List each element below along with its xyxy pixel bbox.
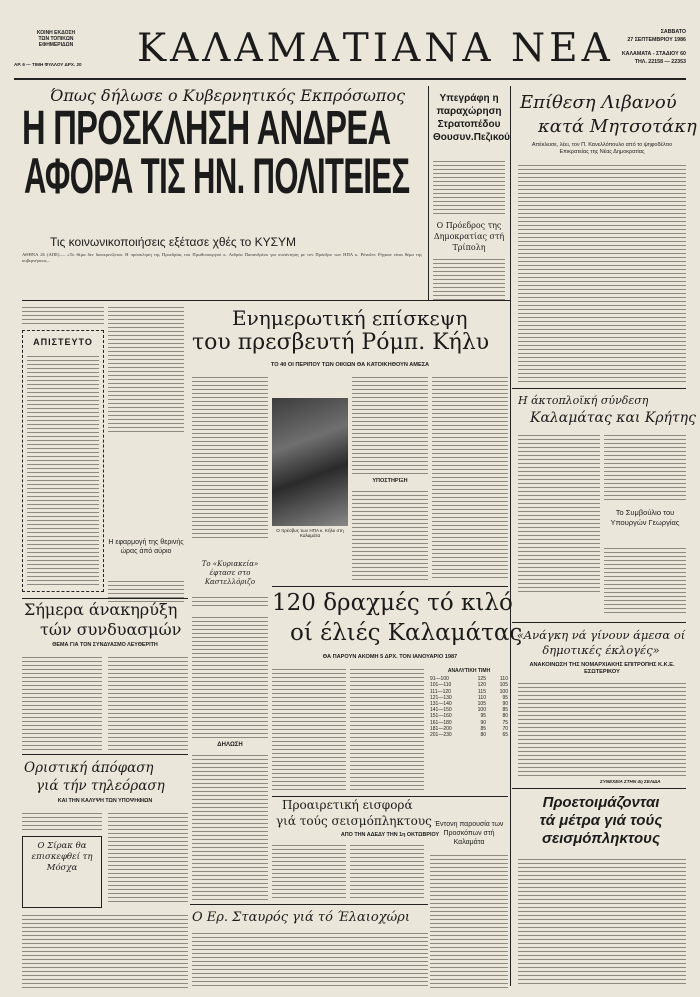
contribution-headline-1: Προαιρετική εισφορά: [282, 798, 413, 812]
date-block: [592, 28, 686, 66]
right-story-body: [518, 162, 686, 384]
ambassador-col-1: [192, 374, 268, 538]
olives-table-cell: 65: [502, 732, 508, 739]
olives-table-rows: [430, 676, 508, 738]
unions-subhead: ΘΕΜΑ ΓΙΑ ΤΟΝ ΣΥΝΔΥΑΣΜΟ ΛΕΥΘΕΡΙΤΗ: [52, 642, 158, 648]
quake-body: [518, 856, 686, 986]
decision-headline-2: γιά τήν τηλεόραση: [36, 778, 165, 794]
olives-table-cell: 75: [502, 719, 508, 726]
lead-headline-1: Η ΠΡΟΣΚΛΗΣΗ ΑΝΔΡΕΑ: [22, 104, 391, 155]
contribution-body: [272, 842, 346, 900]
kyriakeia-body: [192, 594, 268, 606]
ferry-body-2: [604, 432, 686, 502]
olives-table-cell: 101—110: [430, 682, 452, 689]
olives-headline-1: 120 δραχμές τό κιλό: [272, 590, 513, 616]
olives-table-cell: 100: [477, 707, 486, 714]
olives-table-cell: 125: [477, 676, 486, 683]
olives-table-cell: 110: [478, 694, 486, 701]
olives-table-cell: 95: [480, 713, 486, 720]
olives-table-cell: 115: [478, 688, 486, 695]
ambassador-col-3b: [352, 488, 428, 580]
contribution-headline-2: γιά τούς σεισμόπληκτους: [276, 814, 432, 828]
sirak-headline: Ο Σίρακ θα επισκεφθεί τη Μόσχα: [31, 841, 93, 873]
sirak-box: [22, 836, 102, 908]
column-rule: [510, 86, 511, 986]
contribution-body-2: [350, 842, 424, 900]
council-box: Το Συμβούλιο του Υπουργών Γεωργίας: [610, 508, 680, 527]
olives-table-cell: 100: [499, 688, 508, 695]
photo-caption: Ο πρέσβυς των ΗΠΑ κ. Κήλυ στη Καλαμάτα: [276, 528, 344, 538]
side-story-body: [433, 158, 505, 214]
section-rule: [512, 788, 686, 789]
right-headline-1: Επίθεση Λιβανού: [520, 92, 677, 113]
right-headline-2: κατά Μητσοτάκη: [538, 116, 697, 137]
olives-table-cell: 121—130: [430, 694, 452, 701]
date: 27 ΣΕΠΤΕΜΒΡΙΟΥ 1986: [627, 37, 686, 43]
olives-table-row: [430, 732, 508, 738]
section-rule: [22, 300, 510, 301]
olives-table-cell: 95: [502, 694, 508, 701]
section-rule: [512, 622, 686, 623]
olives-table-cell: 85: [502, 707, 508, 714]
olives-table-cell: 141—150: [430, 707, 452, 714]
masthead: [14, 28, 686, 74]
section-rule: [272, 796, 508, 797]
apisteuto-body: [27, 353, 99, 587]
apisteuto-box: [22, 330, 104, 592]
day: ΣΑΒΒΑΤΟ: [660, 29, 686, 35]
side-story-headline: Υπεγράφη η παραχώρηση Στρατοπέδου Θουσυν.Πεζικού: [433, 93, 510, 143]
olives-table-cell: 70: [502, 725, 508, 732]
ambassador-headline-2: του πρεσβευτή Ρόμπ. Κήλυ: [192, 330, 490, 355]
olives-table-cell: 90: [502, 701, 508, 708]
ambassador-caption: ΥΠΟΣΤΗΡΙΞΗ: [372, 478, 408, 484]
side-story-quote: Ο Πρόεδρος της Δημοκρατίας στή Τρίπολη: [433, 221, 505, 252]
olives-table: [430, 668, 508, 738]
olives-table-cell: 80: [480, 732, 486, 739]
ambassador-subhead: ΤΟ 40 ΟΙ ΠΕΡΙΠΟΥ ΤΩΝ ΟΙΚΙΩΝ ΘΑ ΚΑΤΟΙΚΗΘΟΥΝ ΑΜΕΣΑ: [270, 362, 430, 368]
quake-headline: Προετοιμάζονται τά μέτρα γιά τούς σεισμόπληκτους: [539, 794, 663, 847]
unions-body-2: [108, 654, 188, 750]
decision-body: [108, 810, 188, 902]
unions-headline-2: τών συνδυασμών: [40, 620, 182, 639]
ambassador-photo: [272, 398, 348, 526]
statement-body: [192, 752, 268, 902]
olives-table-cell: 105: [499, 682, 508, 689]
olives-table-cell: 111—120: [430, 688, 451, 695]
section-rule: [272, 586, 508, 587]
ambassador-headline-1: Ενημερωτική επίσκεψη: [232, 306, 468, 330]
ferry-body: [518, 432, 600, 594]
phone: ΤΗΛ. 22158 — 22353: [634, 59, 686, 65]
olives-table-cell: 120: [477, 682, 486, 689]
olives-table-cell: 110: [500, 676, 508, 683]
olives-table-cell: 161—180: [430, 719, 452, 726]
kyriakeia-box: Το «Κυριακεία» έφτασε στο Καστελλόριζο: [201, 560, 259, 586]
section-rule: [22, 598, 188, 599]
olives-table-cell: 80: [502, 713, 508, 720]
olives-table-cell: 151—160: [430, 713, 452, 720]
address: ΚΑΛΑΜΑΤΑ - ΣΤΑΔΙΟΥ 60: [621, 51, 686, 57]
eterni-body: [430, 852, 508, 988]
elections-body: [518, 680, 686, 776]
ferry-headline-2: Καλαμάτας και Κρήτης: [530, 410, 696, 426]
right-subhead: Απέκλεισε, λέει, τον Π. Κανελλόπουλο από το ψηφοδέλτιο Επικρατείας της Νέας Δημοκρατίας: [531, 142, 673, 155]
lead-subhead: Τις κοινωνικοποιήσεις εξέτασε χθές το ΚΥΣΥΜ: [50, 235, 297, 249]
column-rule: [428, 86, 429, 301]
olives-subhead: ΘΑ ΠΑΡΟΥΝ ΑΚΟΜΗ 5 ΔΡΧ. ΤΟΝ ΙΑΝΟΥΑΡΙΟ 1987: [322, 654, 458, 660]
cross-body-2: [192, 930, 428, 988]
olives-table-cell: 91—100: [430, 676, 449, 683]
olives-table-cell: 105: [477, 701, 486, 708]
olives-col-2: [350, 666, 424, 790]
lead-body-col-1: [22, 304, 104, 326]
decision-headline-1: Οριστική άπόφαση: [24, 760, 154, 776]
olives-table-cell: 201—230: [430, 732, 452, 739]
olives-table-cell: 90: [480, 719, 486, 726]
olives-table-cell: 131—140: [430, 701, 452, 708]
eterni-box: Έντονη παρουσία των Προσκόπων στή Καλαμάτα: [434, 821, 504, 846]
masthead-rule: [14, 78, 686, 80]
olives-table-title: ΑΝΑΛΥΤΙΚΗ ΤΙΜΗ: [447, 668, 491, 674]
issue-number: ΑΡ. 6 — ΤΙΜΗ ΦΥΛΛΟΥ ΔΡΧ. 20: [14, 62, 82, 67]
statement-title: ΔΗΛΩΣΗ: [217, 742, 243, 748]
council-body: [604, 545, 686, 615]
law-box: Η εφαρμογή της θερινής ώρας άπό αύριο: [108, 539, 184, 555]
decision-subhead: ΚΑΙ ΤΗΝ ΚΑΛΥΨΗ ΤΩΝ ΥΠΟΨΗΦΙΩΝ: [57, 798, 153, 804]
decision-body-2: [22, 810, 102, 832]
lead-headline-2: ΑΦΟΡΑ ΤΙΣ ΗΝ. ΠΟΛΙΤΕΙΕΣ: [24, 150, 410, 204]
contribution-subhead: ΑΠΟ ΤΗΝ ΑΔΕΔΥ ΤΗΝ 1η ΟΚΤΩΒΡΙΟΥ: [340, 832, 440, 838]
statement-col: [192, 614, 268, 738]
cross-body: [22, 912, 188, 988]
section-rule: [512, 388, 686, 389]
ferry-headline-1: Η άκτοπλοϊκή σύνδεση: [518, 394, 649, 407]
lead-intro: ΑΘΗΝΑ 26 (ΑΠΕ).— «Το θέμα δεν διευκρινίζεται. Η πρόσκληση της Προεδρίας του Πρωθυπουργού κ. Ανδρέα Παπανδρέου για συνάντηση με τον Πρόεδρο των ΗΠΑ κ. Ρόναλντ Ρήγκαν είναι θέμα της κυβερνήσεως...: [22, 252, 422, 263]
ambassador-col-3: [352, 374, 428, 474]
ambassador-col-4: [432, 374, 508, 580]
olives-table-cell: 85: [480, 725, 486, 732]
apisteuto-title: ΑΠΙΣΤΕΥΤΟ: [33, 337, 93, 347]
continued-note: ΣΥΝΕΧΕΙΑ ΣΤΗΝ 4η ΣΕΛΙΔΑ: [600, 779, 661, 784]
section-rule: [190, 904, 428, 905]
edition-note: ΚΟΙΝΗ ΕΚΔΟΣΗ ΤΩΝ ΤΟΠΙΚΩΝ ΕΦΗΜΕΡΙΔΩΝ: [36, 30, 76, 48]
olives-table-cell: 181—200: [430, 725, 452, 732]
unions-body: [22, 654, 102, 750]
side-story-body-2: [433, 256, 505, 300]
olives-col-1: [272, 666, 346, 790]
lead-body-col-2: [108, 304, 184, 434]
elections-subhead: ΑΝΑΚΟΙΝΩΣΗ ΤΗΣ ΝΟΜΑΡΧΙΑΚΗΣ ΕΠΙΤΡΟΠΗΣ Κ.Κ.Ε. ΕΣΩΤΕΡΙΚΟΥ: [529, 662, 675, 675]
unions-headline-1: Σήμερα άνακηρύξη: [24, 600, 178, 619]
cross-headline: Ο Ερ. Σταυρός γιά τό Έλαιοχώρι: [192, 910, 410, 925]
elections-headline: «Ανάγκη νά γίνουν άμεσα οί δημοτικές έκλογές»: [516, 628, 686, 657]
section-rule: [22, 754, 188, 755]
newspaper-title: ΚΑΛΑΜΑΤΙΑΝΑ ΝΕΑ: [137, 26, 614, 71]
lead-kicker: Όπως δήλωσε ο Κυβερνητικός Εκπρόσωπος: [50, 86, 406, 105]
olives-headline-2: οί έλιές Καλαμάτας: [290, 620, 523, 646]
